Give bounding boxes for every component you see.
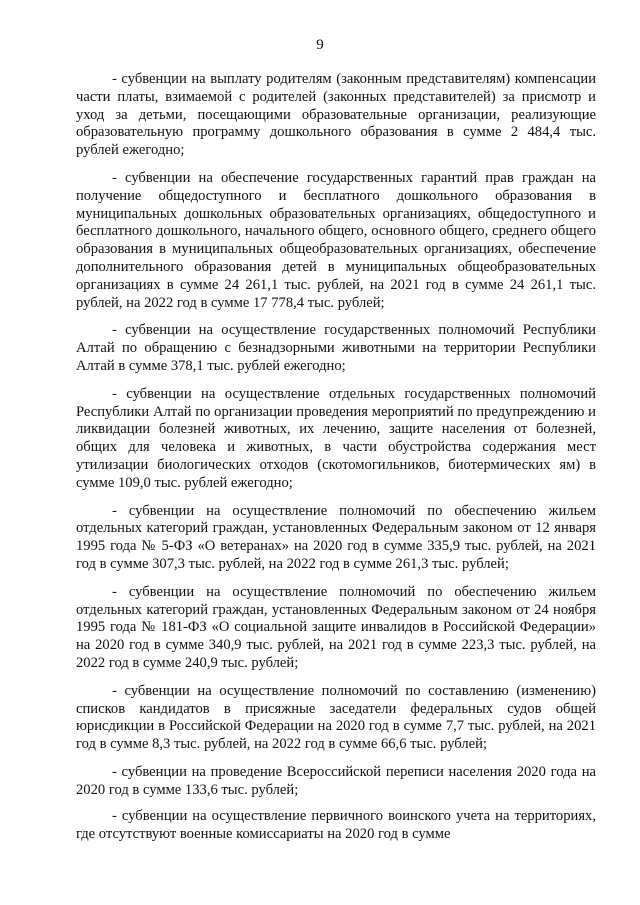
paragraph-subvention-education-guarantees: - субвенции на обеспечение государственных гарантий прав граждан на получение общедоступного и бесплатного дошкольного образования в муниципальных дошкольных образовательных организациях, общедоступного и бесплатного дошкольного, начального общего, основного общего, среднего общего образования в муниципальных общеобразовательных организациях, обеспечение дополнительного образования детей в муниципальных общеобразовательных организациях в сумме 24 261,1 тыс. рублей, на 2021 год в сумме 24 261,1 тыс. рублей, на 2022 год в сумме 17 778,4 тыс. рублей; — [76, 169, 596, 311]
paragraph-subvention-jurors-lists: - субвенции на осуществление полномочий по составлению (изменению) списков кандидатов в присяжные заседатели федеральных судов общей юрисдикции в Российской Федерации на 2020 год в сумме 7,7 тыс. рублей, на 2021 год в сумме 8,3 тыс. рублей, на 2022 год в сумме 66,6 тыс. рублей; — [76, 682, 596, 753]
paragraph-subvention-animal-diseases: - субвенции на осуществление отдельных государственных полномочий Республики Алтай по организации проведения мероприятий по предупреждению и ликвидации болезней животных, их лечению, защите населения от болезней, общих для человека и животных, в части обустройства содержания мест утилизации биологических отходов (скотомогильников, биотермических ям) в сумме 109,0 тыс. рублей ежегодно; — [76, 385, 596, 491]
paragraph-subvention-housing-veterans: - субвенции на осуществление полномочий по обеспечению жильем отдельных категорий граждан, установленных Федеральным законом от 12 января 1995 года № 5-ФЗ «О ветеранах» на 2020 год в сумме 335,9 тыс. рублей, на 2021 год в сумме 307,3 тыс. рублей, на 2022 год в сумме 261,3 тыс. рублей; — [76, 502, 596, 572]
paragraph-subvention-stray-animals: - субвенции на осуществление государственных полномочий Республики Алтай по обращению с безнадзорными животными на территории Республики Алтай в сумме 378,1 тыс. рублей ежегодно; — [76, 322, 596, 374]
paragraph-subvention-census: - субвенции на проведение Всероссийской переписи населения 2020 года на 2020 год в сумме 133,6 тыс. рублей; — [76, 763, 596, 798]
paragraph-subvention-military-registration: - субвенции на осуществление первичного воинского учета на территориях, где отсутствуют военные комиссариаты на 2020 год в сумме — [76, 808, 596, 843]
document-body — [76, 71, 596, 854]
paragraph-subvention-housing-disabled: - субвенции на осуществление полномочий по обеспечению жильем отдельных категорий граждан, установленных Федеральным законом от 24 ноября 1995 года № 181-ФЗ «О социальной защите инвалидов в Российской Федерации» на 2020 год в сумме 340,9 тыс. рублей, на 2021 год в сумме 223,3 тыс. рублей, на 2022 год в сумме 240,9 тыс. рублей; — [76, 583, 596, 671]
paragraph-subvention-parent-compensation: - субвенции на выплату родителям (законным представителям) компенсации части платы, взимаемой с родителей (законных представителей) за присмотр и уход за детьми, посещающими образовательные организации, реализующие образовательную программу дошкольного образования в сумме 2 484,4 тыс. рублей ежегодно; — [76, 71, 596, 159]
page-number: 9 — [316, 37, 324, 53]
